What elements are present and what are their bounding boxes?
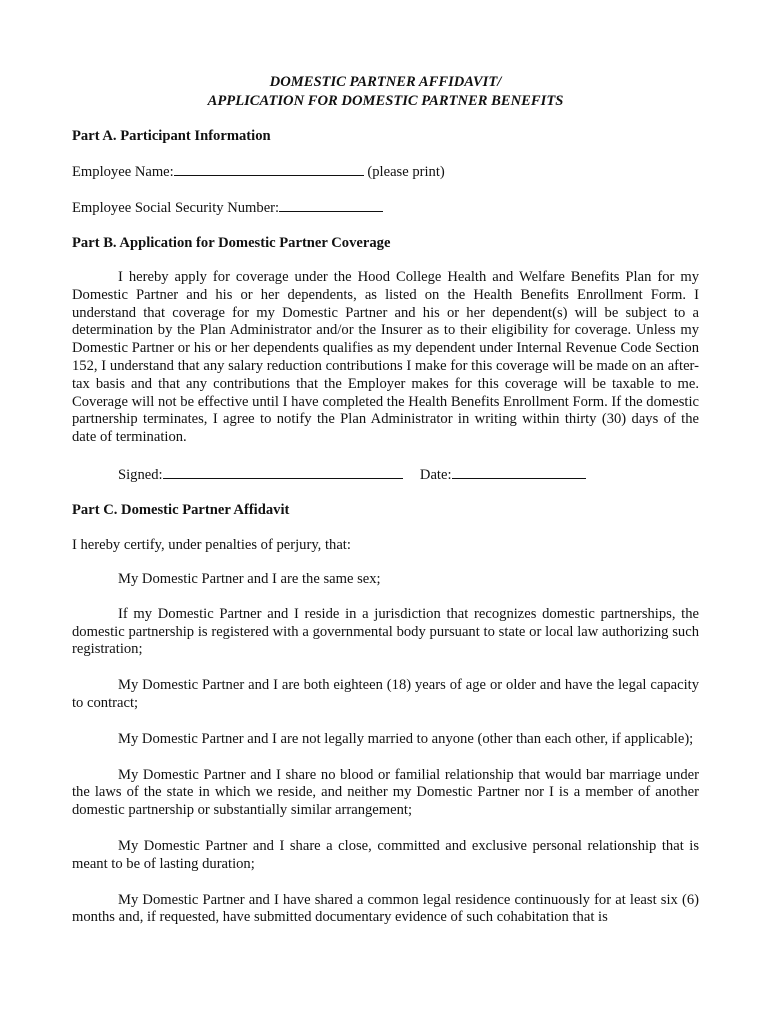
- document-title-line-1: DOMESTIC PARTNER AFFIDAVIT/: [269, 74, 502, 90]
- part-c-heading: Part C. Domestic Partner Affidavit: [72, 501, 290, 518]
- statement-same-sex: My Domestic Partner and I are the same sex;: [118, 570, 381, 587]
- signed-label: Signed:: [118, 466, 163, 483]
- statement-registration: If my Domestic Partner and I reside in a jurisdiction that recognizes domestic partnerships, the domestic partnership is registered with a governmental body pursuant to state or local law authorizing such registration;: [72, 605, 699, 658]
- signature-field[interactable]: [163, 465, 403, 479]
- employee-name-field[interactable]: [174, 162, 364, 176]
- part-b-heading: Part B. Application for Domestic Partner Coverage: [72, 235, 391, 251]
- date-field[interactable]: [452, 465, 586, 479]
- part-b-paragraph: I hereby apply for coverage under the Hood College Health and Welfare Benefits Plan for my Domestic Partner and his or her dependents, as listed on the Health Benefits Enrollment Form. I understand that coverage for my Domestic Partner and his or her dependent(s) will be subject to a determination by the Plan Administrator and/or the Insurer as to their eligibility for coverage. Unless my Domestic Partner or his or her dependents qualifies as my dependent under Internal Revenue Code Section 152, I understand that any salary reduction contributions I make for this coverage will be made on an after-tax basis and that any contributions that the Employer makes for this coverage will be taxable to me. Coverage will not be effective until I have completed the Health Benefits Enrollment Form. If the domestic partnership terminates, I agree to notify the Plan Administrator in writing within thirty (30) days of the date of termination.: [72, 269, 699, 446]
- employee-name-row: [72, 162, 699, 181]
- part-c-intro: I hereby certify, under penalties of perjury, that:: [72, 536, 351, 553]
- ssn-row: [72, 198, 699, 217]
- statement-committed-relationship: My Domestic Partner and I share a close, committed and exclusive personal relationship that is meant to be of lasting duration;: [72, 837, 699, 872]
- part-a-heading: Part A. Participant Information: [72, 128, 271, 144]
- ssn-field[interactable]: [279, 198, 383, 212]
- ssn-label: Employee Social Security Number:: [72, 200, 280, 216]
- statement-common-residence: My Domestic Partner and I have shared a common legal residence continuously for at least six (6) months and, if requested, have submitted documentary evidence of such cohabitation that is: [72, 891, 699, 926]
- document-title-line-2: APPLICATION FOR DOMESTIC PARTNER BENEFITS: [207, 93, 564, 109]
- signature-row: [72, 465, 699, 484]
- document-page: [72, 70, 699, 927]
- employee-name-label: Employee Name:: [72, 164, 174, 180]
- statement-not-married: My Domestic Partner and I are not legally married to anyone (other than each other, if applicable);: [118, 730, 694, 747]
- statement-age: My Domestic Partner and I are both eighteen (18) years of age or older and have the legal capacity to contract;: [72, 677, 699, 711]
- statement-no-blood-relation: My Domestic Partner and I share no blood or familial relationship that would bar marriage under the laws of the state in which we reside, and neither my Domestic Partner nor I is a member of another domestic partnership or substantially similar arrangement;: [72, 766, 699, 819]
- employee-name-note: (please print): [367, 164, 445, 180]
- date-label: Date:: [419, 466, 452, 483]
